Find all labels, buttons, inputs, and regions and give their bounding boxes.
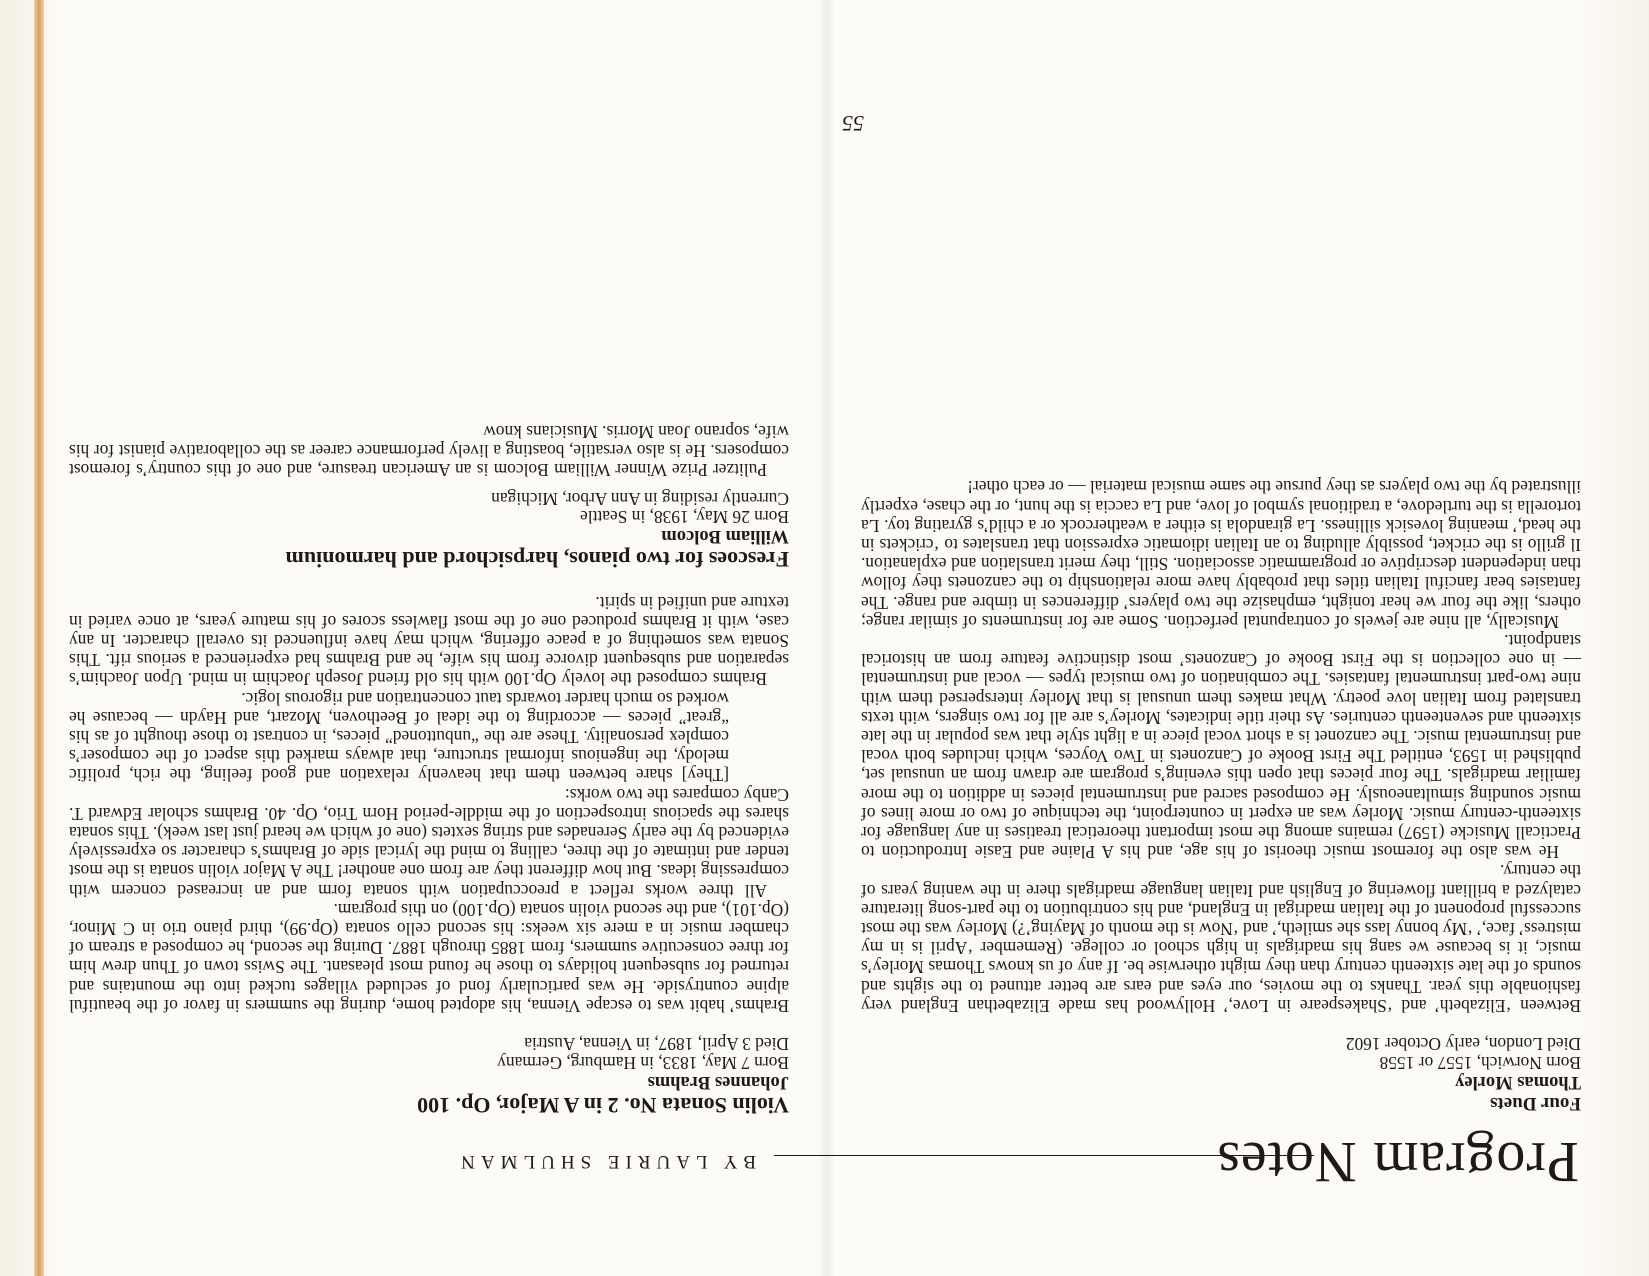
right-heading: Violin Sonata No. 2 in A Major, Op. 100 (417, 1093, 789, 1118)
right-born: Born 7 May, 1833, in Hamburg, Germany (497, 1053, 789, 1073)
title-rule (774, 1155, 1314, 1156)
left-composer: Thomas Morley (1455, 1072, 1581, 1092)
right-heading-2: Frescoes for two pianos, harpsichord and harmonium (285, 547, 789, 573)
right-composer: Johannes Brahms (647, 1072, 789, 1092)
page-gutter (819, 0, 835, 1276)
right-paragraph-1: Brahms’ habit was to escape Vienna, his adopted home, during the summers in favor of the beautiful alpine countryside. He was particularly fond of secluded villages tucked into the mountains and returned for subsequent holidays to those he found most pleasant. The Swiss town of Thun drew him for three consecutive summers, from 1885 through 1887. During the second, he composed a stream of chamber music in a mere six weeks: his second cello sonata (Op.99), third piano trio in C Minor, (Op.101), and the second violin sonata (Op.100) on this program. (69, 899, 789, 1016)
right-residing-2: Currently residing in Ann Arbor, Michigan (491, 488, 789, 509)
page-title: Program Notes (1216, 1130, 1579, 1195)
left-paragraph-2: He was also the foremost music theorist of his age, and his A Plaine and Easie Introduction to Practicall Musicke (1597) remains among the most important theoretical treatises in any language for sixteenth-century music. Morley was an expert in counterpoint, the technique of two or more lines of music sounding simultaneously. He composed sacred and instrumental pieces in addition to the more familiar madrigals. The four pieces that open this evening’s program are drawn from an unusual set, published in 1593, entitled The First Booke of Canzonets in Two Voyces, which includes both vocal and instrumental music. The canzonet is a short vocal piece in a light style that was popular in the late sixteenth and seventeenth centuries. As their title indicates, Morley’s are all for two singers, with texts translated from Italian love poetry. What makes them unusual is that Morley interspersed them with nine two-part instrumental fantasies. The combination of two musical types — vocal and instrumental — in one collection is the First Booke of Canzonets’ most distinctive feature from an historical standpoint. (861, 630, 1581, 863)
left-paragraph-1: Between ‘Elizabeth’ and ‘Shakespeare in Love,’ Hollywood has made Elizabethan England very fashionable this year. Thanks to the movies, our eyes and ears are better attuned to the sights and sounds of the late sixteenth century than they might otherwise be. If any of us knows Thomas Morley’s music, it is because we sang his madrigals in high school or college. (Remember ‘April is in my mistress’ face,’ ‘My bonny lass she smileth,’ and ‘Now is the month of Maying’?) Morley was the most successful proponent of the Italian madrigal in England, and his contribution to the part-song literature catalyzed a brilliant flowering of English and Italian language madrigals there in the waning years of the century. (861, 861, 1581, 1016)
page-binding-edge (34, 0, 44, 1276)
right-died: Died 3 April, 1897, in Vienna, Austria (524, 1034, 789, 1055)
left-born: Born Norwich, 1557 or 1558 (1379, 1053, 1581, 1073)
page-number: 55 (842, 111, 864, 136)
right-composer-2: William Bolcom (661, 526, 789, 547)
byline: BY LAURIE SHULMAN (455, 1151, 756, 1172)
left-paragraph-3: Musically, all nine are jewels of contrapuntal perfection. Some are for instruments of similar range; others, like the four we hear tonight, emphasize the two players’ differences in timbre and range. The fantasies bear fanciful Italian titles that probably have more relationship to the canzonets they follow than independent descriptive or programmatic association. Still, they merit translation and explanation. Il grillo is the cricket, possibly alluding to an Italian idiomatic expression that translates to ‘crickets in the head,’ meaning lovesick silliness. La girandola is either a weathercock or a child’s gyrating toy. La tortorella is the turtledove, a traditional symbol of love, and La caccia is the hunt, or the chase, expertly illustrated by the two players as they pursue the same musical material — or each other! (861, 477, 1581, 632)
right-paragraph-2: All three works reflect a preoccupation with sonata form and an increased concern with compressing ideas. But how different they are from one another! The A Major violin sonata is the most tender and intimate of the three, calling to mind the lyrical side of Brahms’s character so expressively evidenced by the early Serenades and string sextets (one of which we heard just last week). This sonata shares the spacious introspection of the middle-period Horn Trio, Op. 40. Brahms scholar Edward T. Canby compares the two works: (69, 784, 789, 901)
right-quote: [They] share between them that heavenly relaxation and good feeling, the rich, prolific melody, the ingenious informal structure, that always marked this aspect of the composer’s complex personality. These are the “unbuttoned” pieces, in contrast to those thought of as his “great” pieces — according to the ideal of Beethoven, Mozart, and Haydn — because he worked so much harder towards taut concentration and rigorous logic. (69, 688, 729, 786)
right-column (69, 422, 789, 1118)
right-paragraph-4: Pulitzer Prize Winner William Bolcom is an American treasure, and one of this country’s foremost composers. He is also versatile, boasting a lively performance career as the collaborative pianist for his wife, soprano Joan Morris. Musicians know (69, 421, 789, 481)
right-born-2: Born 26 May, 1938, in Seattle (580, 507, 789, 528)
left-heading: Four Duets (1490, 1093, 1581, 1114)
left-died: Died London, early October 1602 (1345, 1034, 1581, 1055)
right-paragraph-3: Brahms composed the lovely Op.100 with his old friend Joseph Joachim in mind. Upon Joachim’s separation and subsequent divorce from his wife, he and Brahms had experienced a serious rift. This Sonata was something of a peace offering, which may have influenced its overall character. In any case, with it Brahms produced one of the most flawless scores of his mature years, at once varied in texture and unified in spirit. (69, 592, 789, 690)
left-column (861, 477, 1581, 1114)
